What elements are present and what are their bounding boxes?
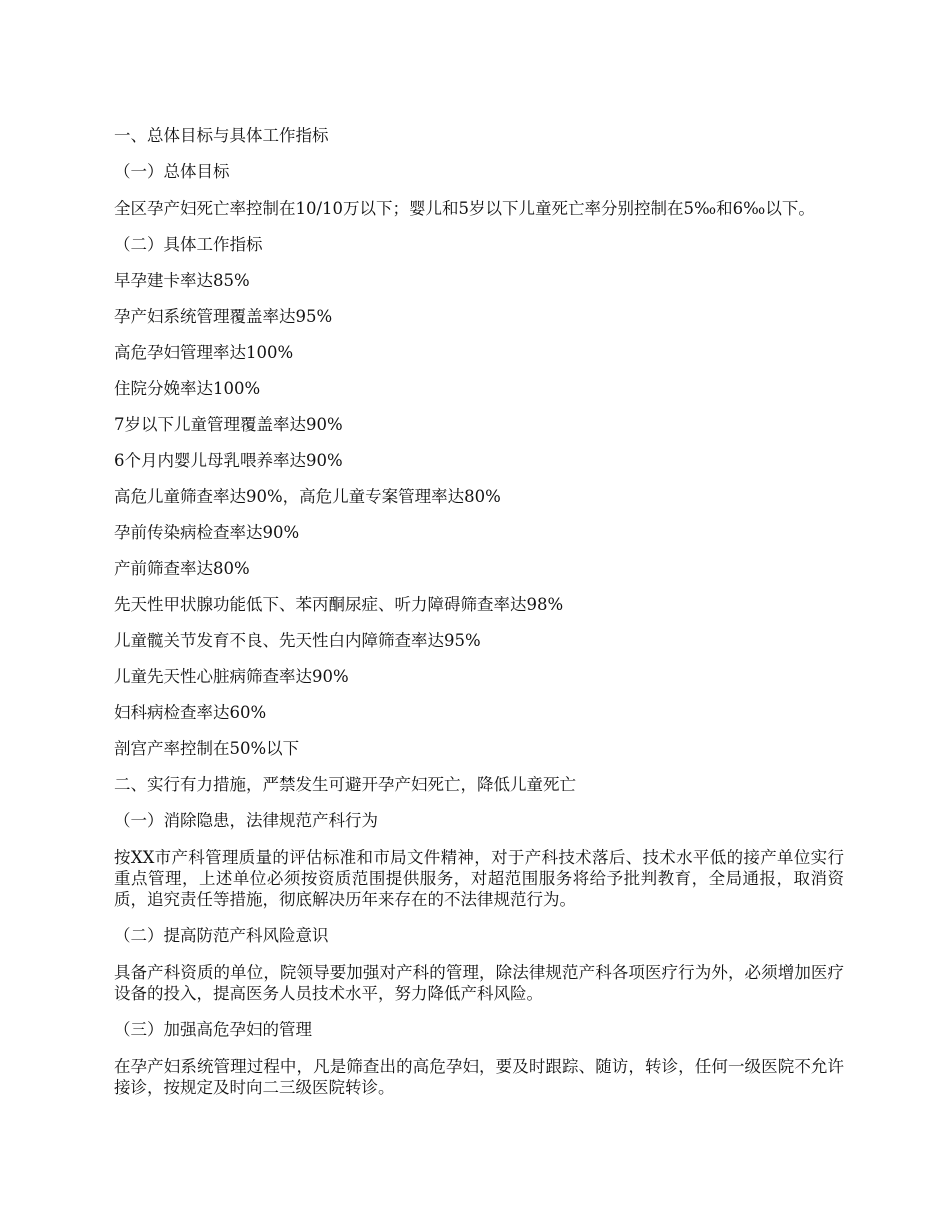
overall-goal-paragraph: 全区孕产妇死亡率控制在10/10万以下；婴儿和5岁以下儿童死亡率分别控制在5‰和6‰以下。 [114, 199, 815, 218]
indicator-item: 妇科病检查率达60% [114, 703, 267, 722]
section-heading-2: 二、实行有力措施，严禁发生可避开孕产妇死亡，降低儿童死亡 [114, 775, 576, 794]
indicator-item: 产前筛查率达80% [114, 559, 250, 578]
indicator-item: 先天性甲状腺功能低下、苯丙酮尿症、听力障碍筛查率达98% [114, 595, 564, 614]
subheading-work-indicators: （二）具体工作指标 [114, 235, 263, 254]
indicator-item: 高危儿童筛查率达90%，高危儿童专案管理率达80% [114, 487, 501, 506]
indicator-item: 孕产妇系统管理覆盖率达95% [114, 307, 333, 326]
section-heading-1: 一、总体目标与具体工作指标 [114, 126, 329, 145]
indicator-item: 儿童先天性心脏病筛查率达90% [114, 667, 349, 686]
subheading-high-risk-management: （三）加强高危孕妇的管理 [114, 1020, 312, 1039]
subheading-eliminate-hazards: （一）消除隐患，法律规范产科行为 [114, 811, 378, 830]
paragraph-eliminate-hazards: 按XX市产科管理质量的评估标准和市局文件精神，对于产科技术落后、技术水平低的接产单位实行重点管理，上述单位必须按资质范围提供服务，对超范围服务将给予批判教育，全局通报，取消资质，追究责任等措施，彻底解决历年来存在的不法律规范行为。 [114, 848, 844, 909]
subheading-overall-goal: （一）总体目标 [114, 162, 230, 181]
indicator-item: 早孕建卡率达85% [114, 271, 250, 290]
paragraph-high-risk-management: 在孕产妇系统管理过程中，凡是筛查出的高危孕妇，要及时跟踪、随访，转诊，任何一级医院不允许接诊，按规定及时向二三级医院转诊。 [114, 1057, 844, 1097]
indicator-item: 剖宫产率控制在50%以下 [114, 739, 300, 758]
indicator-item: 孕前传染病检查率达90% [114, 523, 300, 542]
paragraph-risk-awareness: 具备产科资质的单位，院领导要加强对产科的管理，除法律规范产科各项医疗行为外，必须增加医疗设备的投入，提高医务人员技术水平，努力降低产科风险。 [114, 963, 844, 1003]
indicator-item: 高危孕妇管理率达100% [114, 343, 294, 362]
indicator-item: 儿童髋关节发育不良、先天性白内障筛查率达95% [114, 631, 481, 650]
subheading-risk-awareness: （二）提高防范产科风险意识 [114, 926, 329, 945]
indicator-item: 7岁以下儿童管理覆盖率达90% [114, 415, 343, 434]
indicator-item: 住院分娩率达100% [114, 379, 261, 398]
document-page [114, 126, 844, 1114]
indicator-item: 6个月内婴儿母乳喂养率达90% [114, 451, 343, 470]
